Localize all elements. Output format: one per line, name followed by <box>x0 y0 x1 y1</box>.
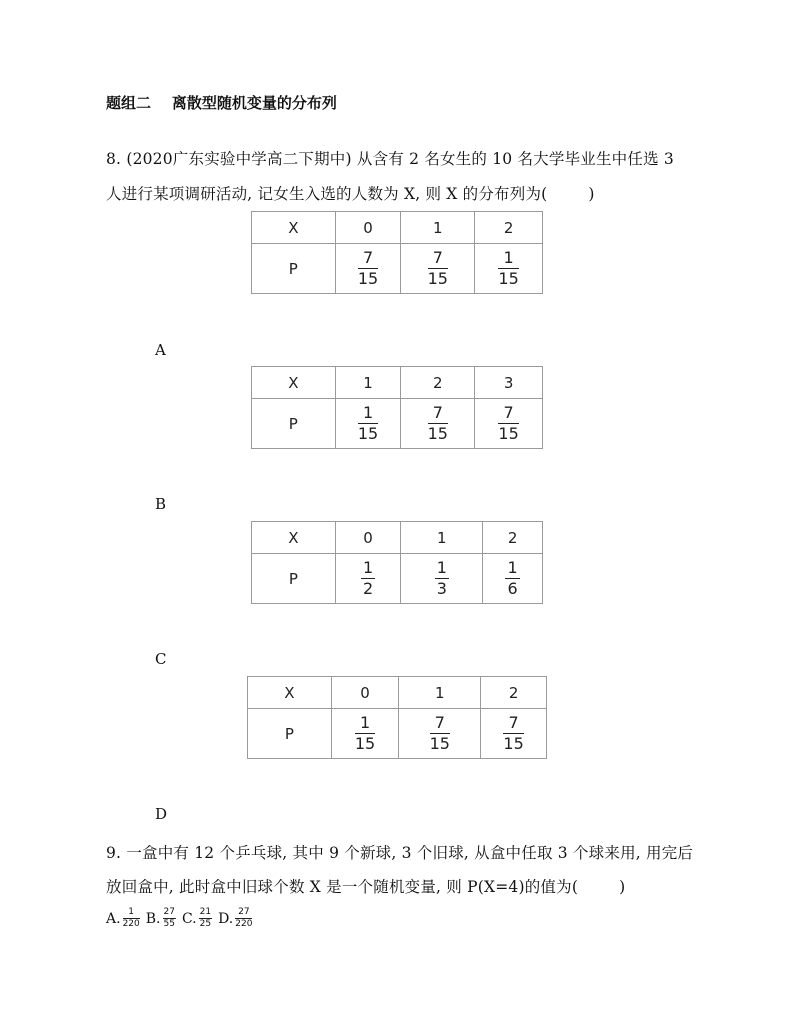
p-value: $\frac{7}{15}$ <box>399 709 481 759</box>
answer-b: B. $\frac{27}{55}$ <box>145 907 175 929</box>
p-header: P <box>252 554 336 604</box>
x-value: 2 <box>475 212 543 244</box>
p-value: $\frac{1}{2}$ <box>335 554 401 604</box>
p-value: $\frac{7}{15}$ <box>401 399 475 449</box>
x-value: 2 <box>481 677 547 709</box>
x-value: 2 <box>483 522 543 554</box>
distribution-table-3 <box>251 521 543 604</box>
question-8-line-2: 人进行某项调研活动, 记女生入选的人数为 X, 则 X 的分布列为( ) <box>106 185 595 203</box>
x-header: X <box>252 212 336 244</box>
p-value: $\frac{7}{15}$ <box>335 244 401 294</box>
option-d-label: D <box>155 805 168 823</box>
answer-c: C. $\frac{21}{25}$ <box>181 907 212 929</box>
p-value: $\frac{1}{3}$ <box>401 554 483 604</box>
x-value: 1 <box>335 367 401 399</box>
question-9-answers <box>106 908 252 929</box>
distribution-table-stem <box>251 211 543 294</box>
x-value: 1 <box>401 522 483 554</box>
x-value: 3 <box>475 367 543 399</box>
answer-d: D. $\frac{27}{220}$ <box>218 907 253 929</box>
question-8-line-1: 8. (2020广东实验中学高二下期中) 从含有 2 名女生的 10 名大学毕业生中任选 3 <box>106 150 674 168</box>
x-value: 0 <box>335 522 401 554</box>
option-a-label: A <box>155 341 166 359</box>
x-value: 0 <box>331 677 399 709</box>
x-value: 1 <box>399 677 481 709</box>
question-9-line-1: 9. 一盒中有 12 个乒乓球, 其中 9 个新球, 3 个旧球, 从盒中任取 3 个球来用, 用完后 <box>106 844 694 862</box>
option-c-label: C <box>155 650 167 668</box>
question-9-line-2: 放回盒中, 此时盒中旧球个数 X 是一个随机变量, 则 P(X=4)的值为( ) <box>106 878 626 896</box>
option-b-label: B <box>155 495 167 513</box>
x-value: 0 <box>335 212 401 244</box>
x-value: 2 <box>401 367 475 399</box>
p-header: P <box>252 399 336 449</box>
p-value: $\frac{1}{15}$ <box>475 244 543 294</box>
x-header: X <box>252 367 336 399</box>
p-header: P <box>248 709 332 759</box>
p-value: $\frac{7}{15}$ <box>481 709 547 759</box>
p-value: $\frac{7}{15}$ <box>401 244 475 294</box>
p-value: $\frac{1}{6}$ <box>483 554 543 604</box>
distribution-table-4 <box>247 676 547 759</box>
p-header: P <box>252 244 336 294</box>
answer-a: A. $\frac{1}{220}$ <box>106 907 140 929</box>
p-value: $\frac{1}{15}$ <box>331 709 399 759</box>
p-value: $\frac{7}{15}$ <box>475 399 543 449</box>
x-value: 1 <box>401 212 475 244</box>
p-value: $\frac{1}{15}$ <box>335 399 401 449</box>
section-heading: 题组二 离散型随机变量的分布列 <box>106 94 337 112</box>
x-header: X <box>248 677 332 709</box>
x-header: X <box>252 522 336 554</box>
distribution-table-2 <box>251 366 543 449</box>
